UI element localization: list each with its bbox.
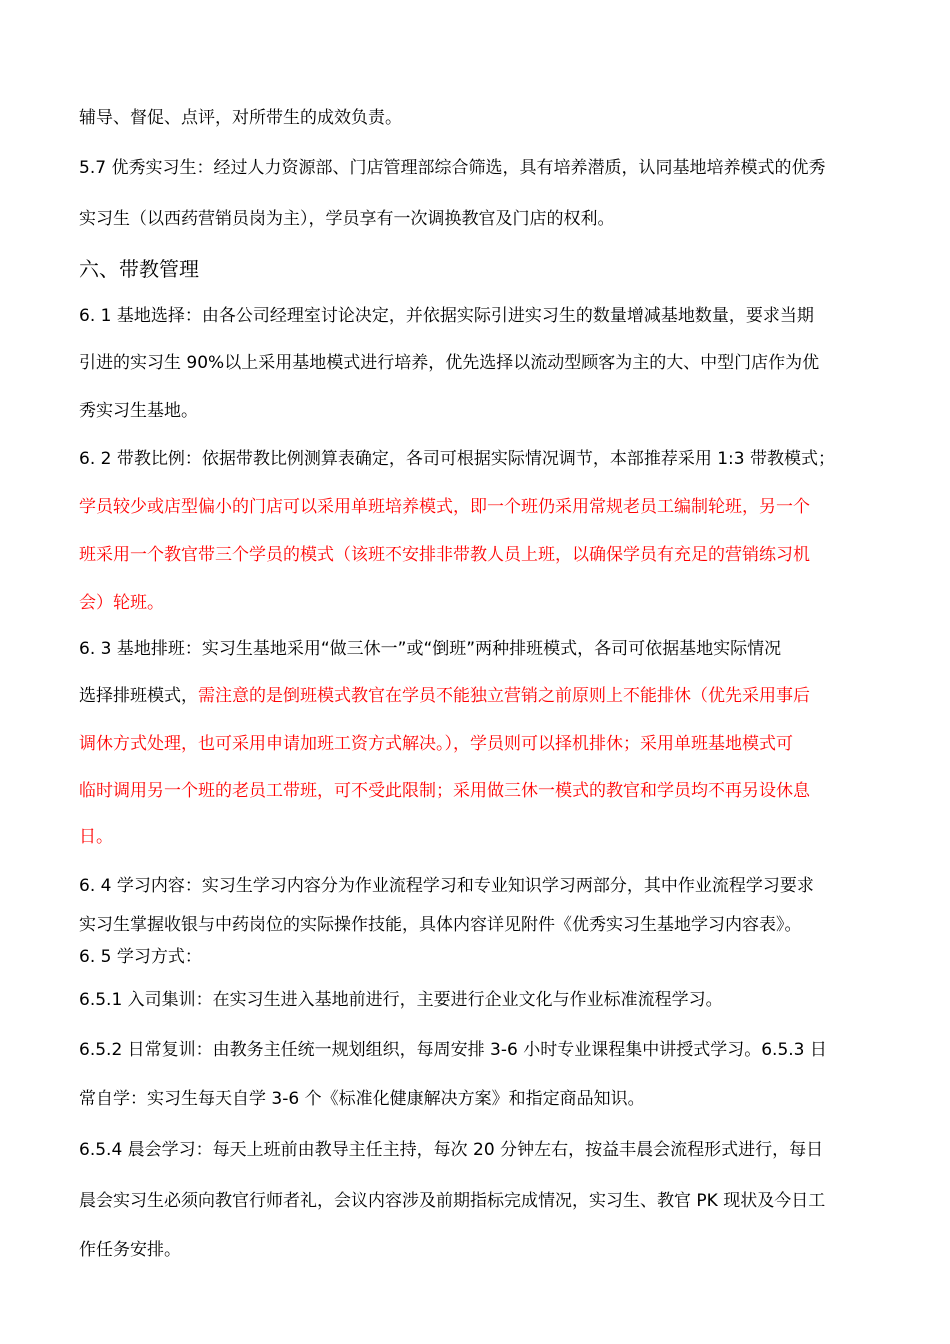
paragraph-line: 常自学：实习生每天自学 3-6 个《标准化健康解决方案》和指定商品知识。	[79, 1089, 645, 1109]
paragraph-line: 6.5.4 晨会学习：每天上班前由教导主任主持，每次 20 分钟左右，按益丰晨会流程形式进行，每日	[79, 1140, 824, 1160]
paragraph-line: 6. 5 学习方式：	[79, 947, 202, 967]
highlighted-line: 会）轮班。	[79, 593, 164, 613]
paragraph-line: 实习生掌握收银与中药岗位的实际操作技能，具体内容详见附件《优秀实习生基地学习内容表》。	[79, 915, 802, 935]
highlighted-line: 调休方式处理，也可采用申请加班工资方式解决。），学员则可以择机排休；采用单班基地模式可	[79, 734, 793, 754]
paragraph-line: 晨会实习生必须向教官行师者礼，会议内容涉及前期指标完成情况，实习生、教官 PK 现状及今日工	[79, 1191, 826, 1211]
paragraph-line	[79, 686, 810, 706]
paragraph-line: 引进的实习生 90%以上采用基地模式进行培养，优先选择以流动型顾客为主的大、中型门店作为优	[79, 353, 820, 373]
paragraph-line: 6. 4 学习内容：实习生学习内容分为作业流程学习和专业知识学习两部分，其中作业流程学习要求	[79, 876, 814, 896]
highlighted-text: 需注意的是倒班模式教官在学员不能独立营销之前原则上不能排休（优先采用事后	[198, 686, 810, 706]
paragraph-line: 5.7 优秀实习生：经过人力资源部、门店管理部综合筛选，具有培养潜质，认同基地培养模式的优秀	[79, 158, 826, 178]
paragraph-text: 选择排班模式，	[79, 686, 198, 706]
highlighted-line: 临时调用另一个班的老员工带班，可不受此限制；采用做三休一模式的教官和学员均不再另设休息	[79, 781, 810, 801]
paragraph-line: 6.5.1 入司集训：在实习生进入基地前进行，主要进行企业文化与作业标准流程学习。	[79, 990, 723, 1010]
paragraph-line: 实习生（以西药营销员岗为主），学员享有一次调换教官及门店的权利。	[79, 209, 615, 229]
paragraph-line: 6. 2 带教比例：依据带教比例测算表确定，各司可根据实际情况调节，本部推荐采用 1:3 带教模式；	[79, 449, 836, 469]
highlighted-line: 日。	[79, 827, 113, 847]
highlighted-line: 学员较少或店型偏小的门店可以采用单班培养模式，即一个班仍采用常规老员工编制轮班，另一个	[79, 497, 810, 517]
section-heading: 六、带教管理	[79, 257, 199, 281]
paragraph-line: 6.5.2 日常复训：由教务主任统一规划组织，每周安排 3-6 小时专业课程集中讲授式学习。6.5.3 日	[79, 1040, 827, 1060]
paragraph-line: 6. 3 基地排班：实习生基地采用“做三休一”或“倒班”两种排班模式，各司可依据基地实际情况	[79, 639, 782, 659]
paragraph-line: 6. 1 基地选择：由各公司经理室讨论决定，并依据实际引进实习生的数量增减基地数量，要求当期	[79, 306, 814, 326]
paragraph-line: 辅导、督促、点评，对所带生的成效负责。	[79, 108, 402, 128]
paragraph-line: 作任务安排。	[79, 1240, 181, 1260]
paragraph-line: 秀实习生基地。	[79, 401, 198, 421]
highlighted-line: 班采用一个教官带三个学员的模式（该班不安排非带教人员上班，以确保学员有充足的营销练习机	[79, 545, 810, 565]
